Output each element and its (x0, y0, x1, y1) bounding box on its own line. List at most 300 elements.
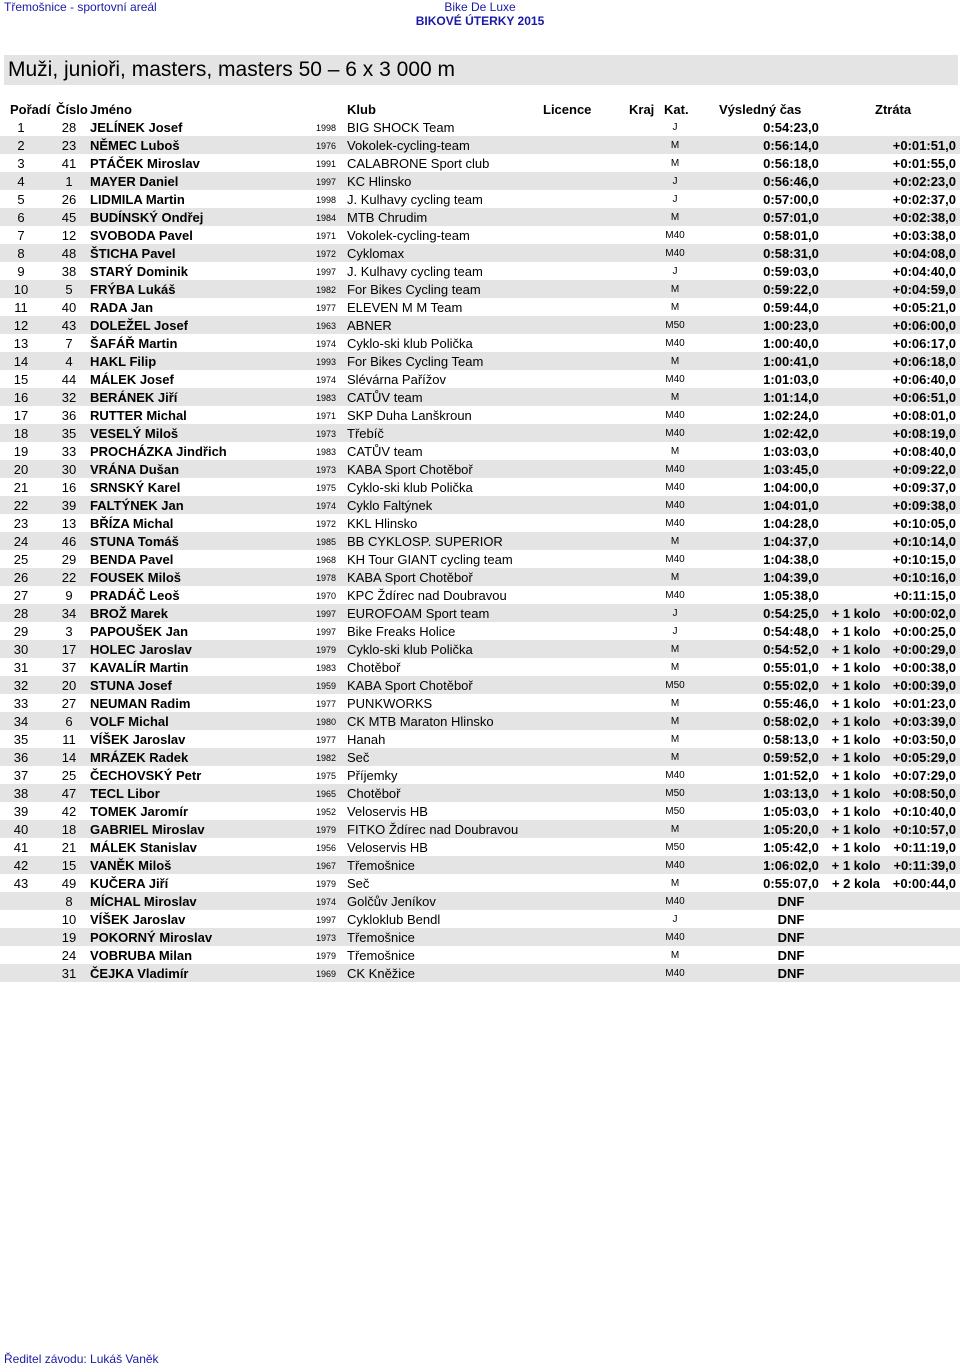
cell-name: ČECHOVSKÝ Petr (90, 768, 202, 783)
cell-gap: +0:11:15,0 (893, 588, 956, 603)
cell-year: 1972 (316, 519, 337, 529)
table-row (0, 946, 960, 964)
cell-year: 1985 (316, 537, 337, 547)
cell-time: 1:01:03,0 (763, 372, 819, 387)
cell-number: 41 (61, 156, 77, 171)
table-row (0, 388, 960, 406)
cell-position: 10 (13, 282, 29, 297)
cell-number: 21 (61, 840, 77, 855)
cell-club: Vokolek-cycling-team (347, 228, 470, 243)
cell-year: 1975 (316, 483, 337, 493)
table-row (0, 748, 960, 766)
cell-position: 29 (13, 624, 29, 639)
cell-time: 0:56:18,0 (763, 156, 819, 171)
cell-number: 6 (65, 714, 73, 729)
cell-category: M40 (665, 518, 685, 529)
category-title: Muži, junioři, masters, masters 50 – 6 x 3 000 m (8, 58, 455, 81)
cell-category: M (670, 824, 680, 835)
table-row (0, 478, 960, 496)
cell-category: M40 (665, 248, 685, 259)
cell-laps: + 1 kolo (831, 606, 881, 621)
cell-time: 0:55:01,0 (763, 660, 819, 675)
cell-position: 16 (13, 390, 29, 405)
cell-club: Cyklo-ski klub Polička (347, 642, 473, 657)
cell-position: 23 (13, 516, 29, 531)
col-header-club: Klub (347, 102, 376, 117)
cell-time: 0:54:48,0 (763, 624, 819, 639)
cell-number: 40 (61, 300, 77, 315)
cell-name: STARÝ Dominik (90, 264, 188, 279)
cell-name: FALTÝNEK Jan (90, 498, 184, 513)
cell-name: MÁLEK Stanislav (90, 840, 197, 855)
cell-year: 1982 (316, 285, 337, 295)
table-row (0, 604, 960, 622)
cell-position: 9 (17, 264, 25, 279)
cell-club: CATŮV team (347, 444, 423, 459)
table-row (0, 172, 960, 190)
cell-position: 36 (13, 750, 29, 765)
cell-year: 1974 (316, 897, 337, 907)
cell-name: PRADÁČ Leoš (90, 588, 180, 603)
col-header-licence: Licence (543, 102, 592, 117)
cell-category: M (670, 644, 680, 655)
cell-number: 34 (61, 606, 77, 621)
cell-position: 31 (13, 660, 29, 675)
cell-club: Cyklo-ski klub Polička (347, 336, 473, 351)
cell-position: 8 (17, 246, 25, 261)
cell-club: Veloservis HB (347, 840, 428, 855)
cell-club: For Bikes Cycling Team (347, 354, 484, 369)
cell-number: 27 (61, 696, 77, 711)
cell-name: GABRIEL Miroslav (90, 822, 205, 837)
cell-number: 47 (61, 786, 77, 801)
cell-number: 22 (61, 570, 77, 585)
cell-number: 20 (61, 678, 77, 693)
table-row (0, 928, 960, 946)
cell-year: 1968 (316, 555, 337, 565)
cell-laps: + 1 kolo (831, 732, 881, 747)
cell-year: 1997 (316, 177, 337, 187)
cell-name: VRÁNA Dušan (90, 462, 180, 477)
cell-number: 46 (61, 534, 77, 549)
cell-number: 36 (61, 408, 77, 423)
cell-category: J (672, 194, 678, 205)
cell-position: 20 (13, 462, 29, 477)
table-row (0, 694, 960, 712)
cell-year: 1993 (316, 357, 337, 367)
race-director: Ředitel závodu: Lukáš Vaněk (4, 1352, 159, 1366)
cell-club: J. Kulhavy cycling team (347, 264, 483, 279)
cell-position: 41 (13, 840, 29, 855)
cell-number: 48 (61, 246, 77, 261)
cell-year: 1974 (316, 375, 337, 385)
cell-time: 1:04:39,0 (763, 570, 819, 585)
table-row (0, 784, 960, 802)
cell-name: TOMEK Jaromír (90, 804, 189, 819)
cell-year: 1983 (316, 663, 337, 673)
cell-year: 1997 (316, 915, 337, 925)
cell-name: VOBRUBA Milan (90, 948, 193, 963)
cell-time: 0:58:31,0 (763, 246, 819, 261)
col-header-kat: Kat. (664, 102, 689, 117)
table-row (0, 406, 960, 424)
cell-time: 1:04:38,0 (763, 552, 819, 567)
cell-name: BERÁNEK Jiří (90, 390, 178, 405)
cell-time: DNF (777, 948, 805, 963)
cell-gap: +0:10:16,0 (892, 570, 956, 585)
table-row (0, 190, 960, 208)
table-row (0, 226, 960, 244)
cell-time: 0:59:22,0 (763, 282, 819, 297)
cell-number: 23 (61, 138, 77, 153)
cell-gap: +0:00:29,0 (892, 642, 956, 657)
cell-name: KAVALÍR Martin (90, 660, 189, 675)
cell-name: VOLF Michal (90, 714, 169, 729)
cell-number: 49 (61, 876, 77, 891)
cell-number: 1 (65, 174, 73, 189)
cell-category: M40 (665, 770, 685, 781)
cell-year: 1970 (316, 591, 337, 601)
col-header-name: Jméno (90, 102, 132, 117)
col-header-kraj: Kraj (629, 102, 655, 117)
col-header-num: Číslo (56, 102, 88, 117)
table-row (0, 712, 960, 730)
cell-year: 1974 (316, 501, 337, 511)
cell-category: M40 (665, 230, 685, 241)
cell-position: 14 (13, 354, 29, 369)
cell-name: KUČERA Jiří (90, 876, 169, 891)
col-header-gap: Ztráta (875, 102, 912, 117)
cell-gap: +0:00:02,0 (892, 606, 956, 621)
cell-category: M (670, 752, 680, 763)
cell-gap: +0:02:38,0 (892, 210, 956, 225)
cell-category: M40 (665, 482, 685, 493)
table-row (0, 640, 960, 658)
cell-position: 39 (13, 804, 29, 819)
cell-time: 1:04:00,0 (763, 480, 819, 495)
cell-year: 1980 (316, 717, 337, 727)
cell-gap: +0:00:39,0 (892, 678, 956, 693)
cell-year: 1965 (316, 789, 337, 799)
cell-category: M (670, 446, 680, 457)
cell-position: 15 (13, 372, 29, 387)
cell-club: Slévárna Pařížov (347, 372, 446, 387)
table-row (0, 676, 960, 694)
table-row (0, 424, 960, 442)
cell-gap: +0:07:29,0 (892, 768, 956, 783)
cell-category: M50 (665, 680, 685, 691)
cell-time: 0:57:00,0 (763, 192, 819, 207)
cell-laps: + 1 kolo (831, 786, 881, 801)
cell-time: 0:59:44,0 (763, 300, 819, 315)
cell-club: KPC Ždírec nad Doubravou (347, 588, 507, 603)
cell-number: 11 (62, 732, 76, 747)
cell-club: CALABRONE Sport club (347, 156, 490, 171)
cell-category: M50 (665, 320, 685, 331)
cell-club: KC Hlinsko (347, 174, 412, 189)
cell-club: ELEVEN M M Team (347, 300, 463, 315)
cell-time: 0:56:46,0 (763, 174, 819, 189)
table-row (0, 802, 960, 820)
cell-number: 29 (61, 552, 77, 567)
cell-club: Veloservis HB (347, 804, 428, 819)
cell-name: BENDA Pavel (90, 552, 174, 567)
table-row (0, 532, 960, 550)
cell-club: KABA Sport Chotěboř (347, 678, 473, 693)
event-label: BIKOVÉ ÚTERKY 2015 (415, 14, 545, 28)
cell-laps: + 1 kolo (831, 804, 881, 819)
cell-position: 18 (13, 426, 29, 441)
cell-year: 1977 (316, 699, 337, 709)
cell-time: 1:01:52,0 (763, 768, 819, 783)
cell-gap: +0:09:22,0 (892, 462, 956, 477)
cell-year: 1971 (316, 411, 337, 421)
cell-category: M40 (665, 428, 685, 439)
cell-club: Chotěboř (347, 786, 401, 801)
cell-time: 0:59:03,0 (763, 264, 819, 279)
cell-year: 1979 (316, 825, 337, 835)
cell-year: 1979 (316, 951, 337, 961)
cell-year: 1974 (316, 339, 337, 349)
cell-number: 13 (61, 516, 77, 531)
cell-position: 28 (13, 606, 29, 621)
cell-year: 1998 (316, 123, 337, 133)
cell-club: Cyklo Faltýnek (347, 498, 433, 513)
cell-gap: +0:02:23,0 (892, 174, 956, 189)
cell-number: 5 (65, 282, 73, 297)
cell-laps: + 1 kolo (831, 624, 881, 639)
cell-position: 37 (13, 768, 29, 783)
cell-year: 1976 (316, 141, 337, 151)
cell-category: M40 (665, 500, 685, 511)
cell-category: M40 (665, 338, 685, 349)
cell-name: MÍCHAL Miroslav (90, 894, 197, 909)
cell-year: 1991 (316, 159, 337, 169)
cell-name: MRÁZEK Radek (90, 750, 189, 765)
cell-number: 39 (61, 498, 77, 513)
cell-name: BŘÍZA Michal (90, 516, 174, 531)
cell-time: 0:54:25,0 (763, 606, 819, 621)
results-table (0, 118, 960, 982)
table-row (0, 442, 960, 460)
cell-position: 25 (13, 552, 29, 567)
cell-time: 1:01:14,0 (763, 390, 819, 405)
cell-position: 32 (13, 678, 29, 693)
cell-category: M40 (665, 374, 685, 385)
cell-name: SRNSKÝ Karel (90, 480, 181, 495)
cell-gap: +0:04:59,0 (892, 282, 956, 297)
cell-number: 9 (65, 588, 73, 603)
cell-year: 1998 (316, 195, 337, 205)
table-row (0, 910, 960, 928)
cell-year: 1952 (316, 807, 337, 817)
cell-position: 35 (13, 732, 29, 747)
cell-year: 1972 (316, 249, 337, 259)
cell-name: PAPOUŠEK Jan (90, 624, 189, 639)
cell-position: 27 (13, 588, 29, 603)
cell-gap: +0:08:19,0 (892, 426, 956, 441)
cell-name: STUNA Tomáš (90, 534, 179, 549)
cell-number: 14 (61, 750, 77, 765)
cell-category: M (670, 284, 680, 295)
cell-number: 25 (61, 768, 77, 783)
table-row (0, 118, 960, 136)
cell-year: 1979 (316, 879, 337, 889)
cell-category: J (672, 122, 678, 133)
table-row (0, 370, 960, 388)
cell-time: 1:00:40,0 (763, 336, 819, 351)
cell-category: M40 (665, 410, 685, 421)
cell-laps: + 1 kolo (831, 642, 881, 657)
cell-laps: + 1 kolo (831, 714, 881, 729)
cell-year: 1983 (316, 447, 337, 457)
cell-name: PROCHÁZKA Jindřich (90, 444, 227, 459)
cell-time: 1:02:42,0 (763, 426, 819, 441)
table-row (0, 154, 960, 172)
cell-category: M (670, 356, 680, 367)
cell-position: 2 (17, 138, 25, 153)
cell-year: 1977 (316, 735, 337, 745)
cell-name: PTÁČEK Miroslav (90, 156, 200, 171)
cell-gap: +0:06:17,0 (892, 336, 956, 351)
cell-time: 0:55:07,0 (763, 876, 819, 891)
cell-name: ŠAFÁŘ Martin (90, 336, 178, 351)
cell-name: LIDMILA Martin (90, 192, 185, 207)
cell-name: VESELÝ Miloš (90, 426, 179, 441)
cell-name: SVOBODA Pavel (90, 228, 193, 243)
cell-name: VANĚK Miloš (90, 858, 172, 873)
cell-gap: +0:09:37,0 (892, 480, 956, 495)
cell-laps: + 1 kolo (831, 696, 881, 711)
cell-time: 0:55:46,0 (763, 696, 819, 711)
cell-name: MÁLEK Josef (90, 372, 174, 387)
cell-category: M40 (665, 932, 685, 943)
cell-name: MAYER Daniel (90, 174, 179, 189)
cell-number: 31 (61, 966, 77, 981)
cell-year: 1967 (316, 861, 337, 871)
cell-position: 24 (13, 534, 29, 549)
cell-position: 12 (13, 318, 29, 333)
cell-category: J (672, 176, 678, 187)
cell-category: M50 (665, 806, 685, 817)
cell-number: 37 (61, 660, 77, 675)
cell-number: 24 (61, 948, 77, 963)
table-row (0, 838, 960, 856)
cell-category: M40 (665, 464, 685, 475)
cell-name: POKORNÝ Miroslav (90, 930, 213, 945)
cell-club: KH Tour GIANT cycling team (347, 552, 513, 567)
cell-name: FOUSEK Miloš (90, 570, 182, 585)
cell-laps: + 1 kolo (831, 750, 881, 765)
cell-name: BUDÍNSKÝ Ondřej (90, 210, 204, 225)
cell-gap: +0:05:21,0 (892, 300, 956, 315)
table-row (0, 964, 960, 982)
cell-position: 4 (17, 174, 25, 189)
table-row (0, 496, 960, 514)
table-row (0, 856, 960, 874)
cell-club: Chotěboř (347, 660, 401, 675)
table-row (0, 316, 960, 334)
category-title-bar (4, 55, 958, 85)
table-row (0, 730, 960, 748)
table-row (0, 550, 960, 568)
cell-gap: +0:02:37,0 (892, 192, 956, 207)
cell-laps: + 1 kolo (831, 840, 881, 855)
table-row (0, 766, 960, 784)
cell-category: J (672, 608, 678, 619)
cell-name: FRÝBA Lukáš (90, 282, 176, 297)
cell-category: M40 (665, 590, 685, 601)
table-row (0, 334, 960, 352)
cell-club: Třemošnice (347, 948, 415, 963)
cell-club: CK Kněžice (347, 966, 415, 981)
cell-club: Třebíč (347, 426, 384, 441)
cell-time: 1:05:03,0 (763, 804, 819, 819)
cell-position: 38 (13, 786, 29, 801)
cell-name: STUNA Josef (90, 678, 172, 693)
cell-club: Bike Freaks Holice (347, 624, 456, 639)
cell-gap: +0:10:40,0 (892, 804, 956, 819)
cell-club: BIG SHOCK Team (347, 120, 455, 135)
cell-club: Příjemky (347, 768, 398, 783)
cell-time: 0:57:01,0 (763, 210, 819, 225)
cell-gap: +0:00:25,0 (892, 624, 956, 639)
cell-club: EUROFOAM Sport team (347, 606, 490, 621)
cell-category: M (670, 950, 680, 961)
cell-club: Seč (347, 750, 370, 765)
cell-club: Hanah (347, 732, 386, 747)
cell-club: CK MTB Maraton Hlinsko (347, 714, 494, 729)
cell-gap: +0:01:51,0 (892, 138, 956, 153)
cell-number: 12 (61, 228, 77, 243)
cell-year: 1956 (316, 843, 337, 853)
cell-position: 43 (13, 876, 29, 891)
cell-club: BB CYKLOSP. SUPERIOR (347, 534, 503, 549)
cell-time: 0:56:14,0 (763, 138, 819, 153)
cell-gap: +0:06:40,0 (892, 372, 956, 387)
cell-gap: +0:01:23,0 (892, 696, 956, 711)
cell-position: 13 (13, 336, 29, 351)
cell-category: M (670, 572, 680, 583)
cell-gap: +0:08:40,0 (892, 444, 956, 459)
cell-position: 17 (13, 408, 29, 423)
cell-laps: + 1 kolo (831, 822, 881, 837)
cell-club: KABA Sport Chotěboř (347, 570, 473, 585)
cell-position: 33 (13, 696, 29, 711)
venue-label: Třemošnice - sportovní areál (4, 0, 157, 14)
cell-year: 1973 (316, 933, 337, 943)
cell-category: M50 (665, 788, 685, 799)
table-row (0, 262, 960, 280)
cell-time: 0:55:02,0 (763, 678, 819, 693)
cell-gap: +0:11:19,0 (893, 840, 956, 855)
cell-year: 1978 (316, 573, 337, 583)
cell-club: Cykloklub Bendl (347, 912, 441, 927)
cell-club: For Bikes Cycling team (347, 282, 481, 297)
cell-category: M50 (665, 842, 685, 853)
table-row (0, 892, 960, 910)
cell-club: Třemošnice (347, 858, 415, 873)
cell-club: PUNKWORKS (347, 696, 433, 711)
cell-category: M (670, 716, 680, 727)
cell-name: TECL Libor (90, 786, 160, 801)
cell-number: 15 (61, 858, 77, 873)
cell-year: 1983 (316, 393, 337, 403)
cell-year: 1973 (316, 429, 337, 439)
cell-name: BROŽ Marek (90, 606, 169, 621)
cell-time: 1:05:20,0 (763, 822, 819, 837)
cell-club: Seč (347, 876, 370, 891)
